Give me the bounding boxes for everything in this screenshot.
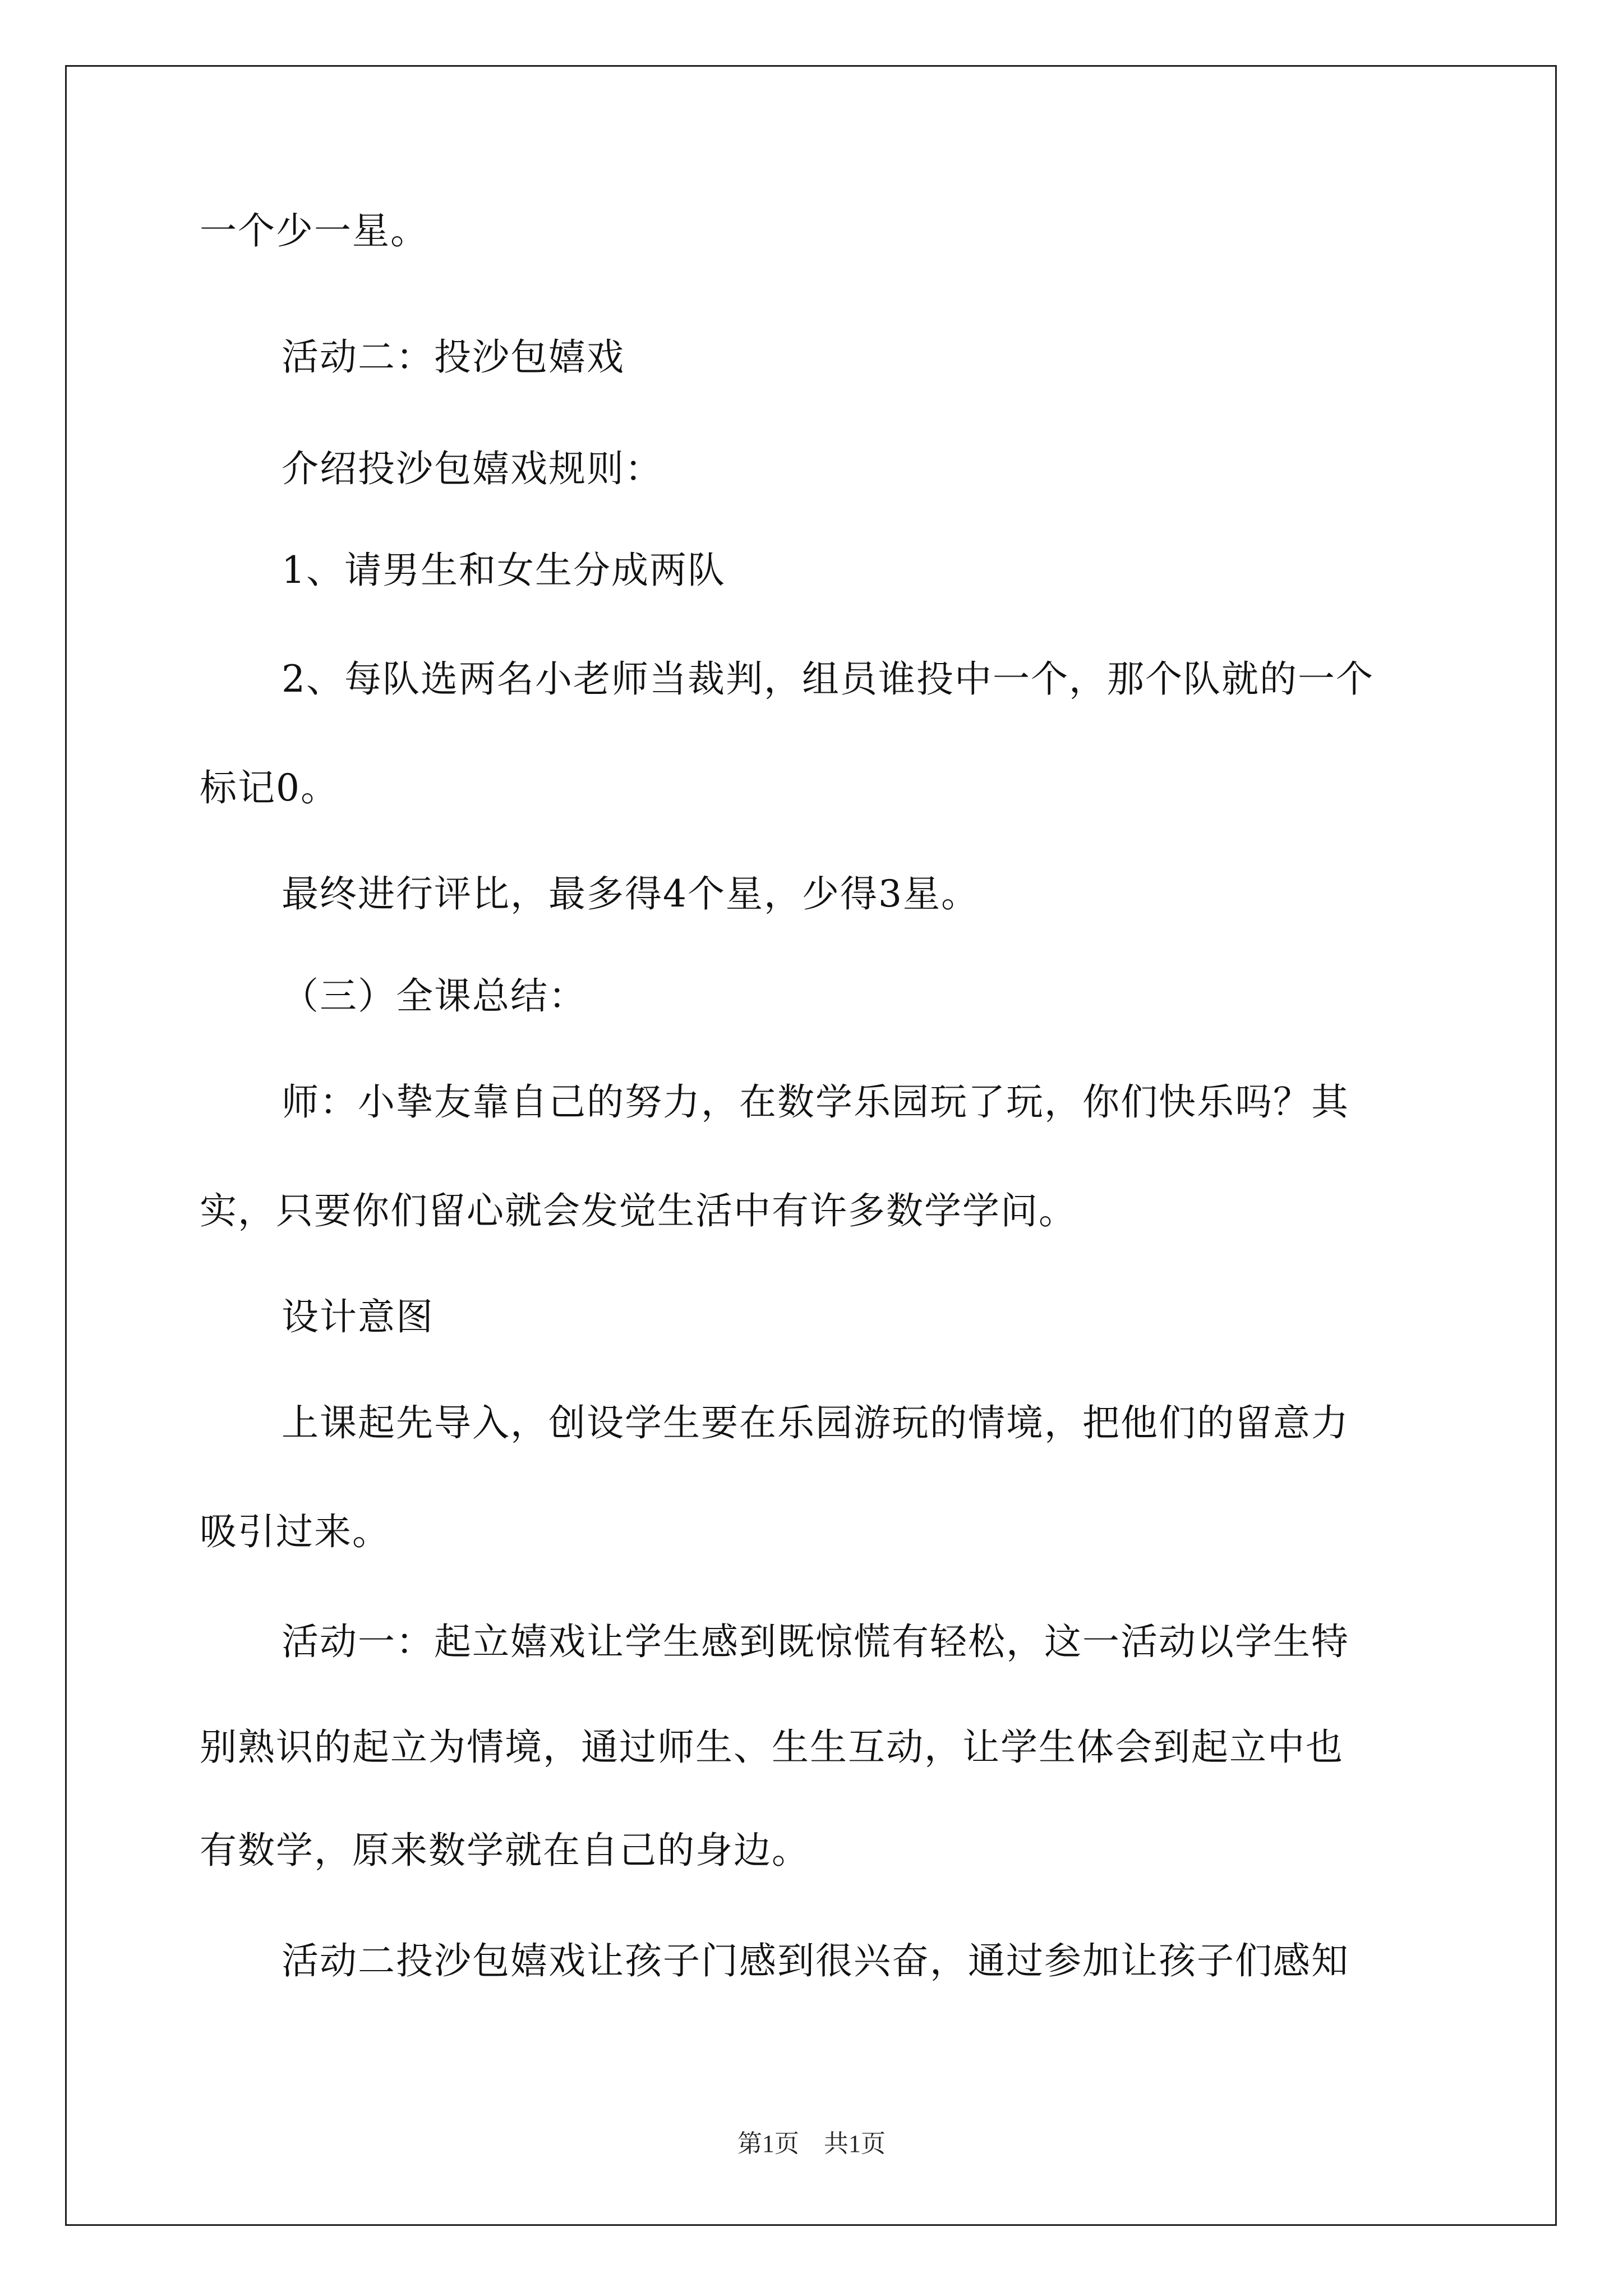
heading-design-intent: 设计意图 [282,1295,434,1338]
list-item: 1、请男生和女生分成两队 [282,549,726,592]
paragraph-line: 上课起先导入，创设学生要在乐园游玩的情境，把他们的留意力 [282,1401,1349,1444]
paragraph-line: 师：小挚友靠自己的努力，在数学乐园玩了玩，你们快乐吗？其 [282,1080,1349,1124]
list-item: 2、每队选两名小老师当裁判，组员谁投中一个，那个队就的一个 [282,657,1374,701]
paragraph-line: 别熟识的起立为情境，通过师生、生生互动，让学生体会到起立中也 [200,1726,1344,1769]
paragraph-line: 实，只要你们留心就会发觉生活中有许多数学学问。 [200,1189,1077,1232]
page-border [65,65,1557,2226]
paragraph-line: 有数学，原来数学就在自己的身边。 [200,1829,810,1872]
heading-activity-two: 活动二：投沙包嬉戏 [282,335,625,379]
heading-summary: （三）全课总结： [282,974,587,1018]
paragraph-line: 活动二投沙包嬉戏让孩子门感到很兴奋，通过参加让孩子们感知 [282,1939,1349,1982]
paragraph-line: 活动一：起立嬉戏让学生感到既惊慌有轻松，这一活动以学生特 [282,1620,1349,1663]
paragraph-line: 吸引过来。 [200,1510,390,1553]
paragraph-line: 一个少一星。 [200,209,428,252]
page-footer: 第1页 共1页 [737,2130,886,2157]
paragraph-line: 介绍投沙包嬉戏规则： [282,447,663,490]
paragraph-line: 标记0。 [200,766,339,809]
paragraph-line: 最终进行评比，最多得4个星，少得3星。 [282,872,979,915]
